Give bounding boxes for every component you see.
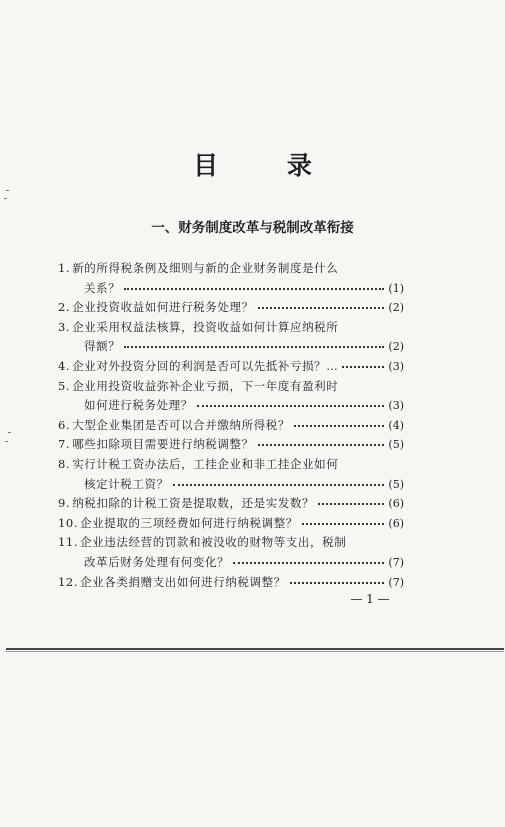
toc-page-ref: (5) (388, 437, 404, 451)
dot-leader (258, 434, 385, 454)
toc-entry-number: 12. (58, 575, 79, 589)
toc-page-ref: (2) (388, 300, 404, 314)
toc-entry-text: 关系？ (84, 281, 121, 295)
toc-entry-text: 改革后财务处理有何变化？ (84, 555, 230, 569)
toc-entry (58, 415, 404, 435)
toc-entry-number: 7. (58, 437, 71, 451)
toc-page-ref: (4) (388, 418, 404, 432)
scan-speck (8, 432, 11, 433)
toc-entry-number: 9. (58, 496, 71, 510)
toc-entry (84, 336, 404, 356)
dot-leader (124, 278, 384, 298)
toc-entry (58, 297, 404, 317)
toc-page-ref: (7) (388, 555, 404, 569)
bottom-rule (6, 648, 504, 650)
toc-entry-number: 4. (58, 359, 71, 373)
toc-entry (58, 493, 404, 513)
toc-entry (58, 513, 404, 533)
dot-leader (294, 415, 384, 435)
toc-entry-text: 企业用投资收益弥补企业亏损，下一年度有盈利时 (72, 379, 339, 393)
toc-entry-text: 纳税扣除的计税工资是提取数，还是实发数？ (72, 496, 315, 510)
toc-entry (58, 258, 404, 278)
toc-entry (58, 317, 404, 337)
toc-page-ref: (3) (388, 359, 404, 373)
page-title: 目 录 (193, 151, 342, 180)
toc-page-ref: (5) (388, 477, 404, 491)
dot-leader (197, 395, 385, 415)
toc-entry (58, 572, 404, 592)
scan-speck (4, 198, 7, 199)
toc-entry-text: 得额？ (84, 339, 121, 353)
scan-speck (6, 190, 9, 191)
toc-entry (84, 395, 404, 415)
toc-entry-text: 企业违法经营的罚款和被没收的财物等支出，税制 (80, 535, 347, 549)
toc-entry (84, 278, 404, 298)
toc-entry-text: 如何进行税务处理？ (84, 398, 193, 412)
toc-page-ref: (6) (388, 496, 404, 510)
bottom-rule-thin (6, 651, 504, 652)
dot-leader (290, 572, 385, 592)
toc-entry-number: 8. (58, 457, 71, 471)
toc-entry (84, 552, 404, 572)
toc-entry-text: 企业各类捐赠支出如何进行纳税调整？ (80, 575, 286, 589)
toc-entry-number: 5. (58, 379, 71, 393)
dot-leader (233, 552, 384, 572)
toc-entry-number: 11. (58, 535, 79, 549)
toc-entry-text: 核定计税工资？ (84, 477, 169, 491)
toc-entry (58, 356, 404, 376)
dot-leader (318, 493, 384, 513)
dot-leader (302, 513, 385, 533)
toc-entry-number: 3. (58, 320, 71, 334)
toc-entry-text: 企业提取的三项经费如何进行纳税调整？ (80, 516, 298, 530)
toc-entry-text: 新的所得税条例及细则与新的企业财务制度是什么 (72, 261, 339, 275)
toc-entry-number: 2. (58, 300, 71, 314)
toc-entry-number: 6. (58, 418, 71, 432)
dot-leader (124, 336, 384, 356)
toc-page-ref: (1) (388, 281, 404, 295)
toc-page-ref: (2) (388, 339, 404, 353)
page-number: — 1 — (350, 592, 390, 606)
toc-entry-text: 实行计税工资办法后，工挂企业和非工挂企业如何 (72, 457, 339, 471)
toc-entry (58, 376, 404, 396)
dot-leader (342, 356, 384, 376)
toc-page-ref: (7) (388, 575, 404, 589)
toc-entry (58, 434, 404, 454)
toc-entry-text: 企业对外投资分回的利润是否可以先抵补亏损？… (72, 359, 339, 373)
toc-entry-text: 哪些扣除项目需要进行纳税调整？ (72, 437, 254, 451)
toc-entry (58, 532, 404, 552)
toc-entry-text: 大型企业集团是否可以合并缴纳所得税？ (72, 418, 290, 432)
toc-entry-number: 1. (58, 261, 71, 275)
scan-speck (5, 441, 8, 442)
toc-entry-number: 10. (58, 516, 79, 530)
dot-leader (173, 474, 385, 494)
toc-page-ref: (3) (388, 398, 404, 412)
toc-entry (58, 454, 404, 474)
dot-leader (258, 297, 385, 317)
toc-entry (84, 474, 404, 494)
toc-entry-text: 企业采用权益法核算，投资收益如何计算应纳税所 (72, 320, 339, 334)
toc-entry-text: 企业投资收益如何进行税务处理？ (72, 300, 254, 314)
toc-page-ref: (6) (388, 516, 404, 530)
section-heading: 一、财务制度改革与税制改革衔接 (151, 220, 354, 236)
